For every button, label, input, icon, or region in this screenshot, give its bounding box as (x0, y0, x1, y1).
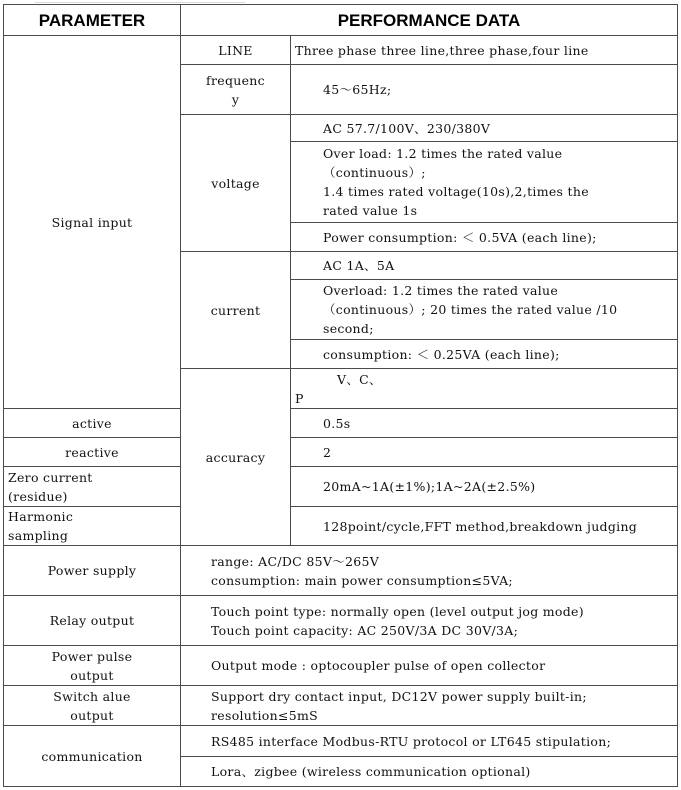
current-label: current (181, 252, 291, 369)
switch-value-label-line1: Switch alue (53, 688, 131, 704)
top-divider (35, 2, 245, 3)
switch-value-value (181, 686, 678, 726)
power-supply-label: Power supply (4, 546, 181, 596)
reactive-value: 2 (291, 438, 678, 467)
current-overload-line1: Overload: 1.2 times the rated value (323, 283, 559, 298)
reactive-label: reactive (4, 438, 181, 467)
table-row (4, 438, 678, 467)
harmonic-label-line1: Harmonic (8, 509, 74, 524)
voltage-label: voltage (181, 115, 291, 252)
table-row (4, 596, 678, 646)
harmonic-label-line2: sampling (8, 528, 69, 543)
power-supply-line2: consumption: main power consumption≤5VA; (211, 572, 513, 588)
vcp-label-line2: P (295, 390, 304, 406)
frequency-label-line2: y (231, 91, 240, 107)
performance-header: PERFORMANCE DATA (181, 5, 678, 36)
current-overload-line2: （continuous）; 20 times the rated value /10 (323, 302, 618, 317)
table-row (4, 507, 678, 546)
header-row (4, 5, 678, 36)
table-row (4, 467, 678, 507)
zero-current-label (4, 467, 181, 507)
current-rated: AC 1A、5A (291, 252, 678, 280)
power-pulse-label-line1: Power pulse (51, 648, 133, 664)
switch-value-label-line2: output (70, 707, 114, 723)
current-overload-line3: second; (323, 321, 374, 336)
voltage-power: Power consumption: ＜ 0.5VA (each line); (291, 223, 678, 252)
table-row (4, 409, 678, 438)
power-pulse-label-line2: output (70, 667, 114, 683)
switch-value-line1: Support dry contact input, DC12V power supply built-in; (211, 688, 587, 704)
current-power: consumption: ＜ 0.25VA (each line); (291, 340, 678, 369)
voltage-overload-line1: Over load: 1.2 times the rated value (323, 146, 563, 161)
power-supply-line1: range: AC/DC 85V～265V (211, 553, 380, 569)
voltage-rated: AC 57.7/100V、230/380V (291, 115, 678, 142)
relay-output-value (181, 596, 678, 646)
frequency-value: 45～65Hz; (291, 65, 678, 115)
communication-wireless: Lora、zigbee (wireless communication optional) (181, 757, 678, 787)
zero-current-label-line1: Zero current (8, 469, 93, 485)
switch-value-line2: resolution≤5mS (211, 707, 319, 723)
line-value: Three phase three line,three phase,four line (291, 36, 678, 65)
active-label: active (4, 409, 181, 438)
harmonic-value: 128point/cycle,FFT method,breakdown judging (291, 507, 678, 546)
table-row (4, 726, 678, 757)
table-row (4, 546, 678, 596)
active-value: 0.5s (291, 409, 678, 438)
power-pulse-label (4, 646, 181, 686)
communication-rs485: RS485 interface Modbus-RTU protocol or LT645 stipulation; (181, 726, 678, 757)
parameter-header: PARAMETER (4, 5, 181, 36)
zero-current-label-line2: (residue) (8, 488, 68, 504)
frequency-label-line1: frequenc (206, 72, 265, 88)
voltage-overload-line3: 1.4 times rated voltage(10s),2,times the (323, 184, 589, 199)
vcp-label (291, 369, 678, 409)
voltage-overload-line4: rated value 1s (323, 203, 418, 218)
table-row (4, 36, 678, 65)
frequency-label (181, 65, 291, 115)
table-row (4, 646, 678, 686)
voltage-overload (291, 142, 678, 223)
table-row (4, 686, 678, 726)
zero-current-value: 20mA~1A(±1%);1A~2A(±2.5%) (291, 467, 678, 507)
power-supply-value (181, 546, 678, 596)
relay-output-line1: Touch point type: normally open (level output jog mode) (211, 603, 584, 619)
power-pulse-value: Output mode : optocoupler pulse of open collector (181, 646, 678, 686)
relay-output-line2: Touch point capacity: AC 250V/3A DC 30V/3A; (211, 622, 519, 638)
relay-output-label: Relay output (4, 596, 181, 646)
spec-table (3, 4, 678, 787)
signal-input-label: Signal input (4, 36, 181, 409)
harmonic-label (4, 507, 181, 546)
current-overload (291, 280, 678, 340)
line-label: LINE (181, 36, 291, 65)
accuracy-label: accuracy (181, 369, 291, 546)
vcp-label-line1: V、C、 (337, 371, 382, 387)
switch-value-label (4, 686, 181, 726)
voltage-overload-line2: （continuous）; (323, 165, 426, 180)
communication-label: communication (4, 726, 181, 787)
